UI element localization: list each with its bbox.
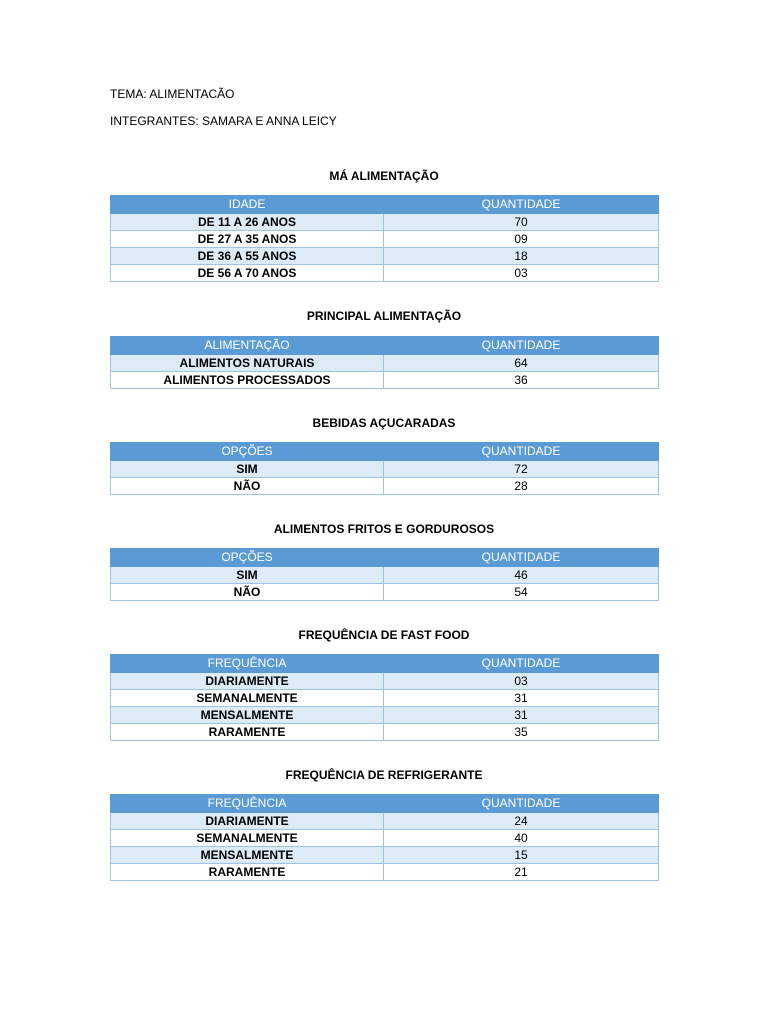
table-row	[111, 690, 659, 707]
row-value: 72	[384, 461, 659, 478]
table-row	[111, 830, 659, 847]
integrantes-line: INTEGRANTES: SAMARA E ANNA LEICY	[110, 114, 337, 128]
row-label: DE 11 A 26 ANOS	[111, 214, 384, 231]
data-table	[110, 336, 659, 389]
table-row	[111, 584, 659, 601]
row-value: 31	[384, 690, 659, 707]
column-header: QUANTIDADE	[384, 655, 659, 673]
section-title: FREQUÊNCIA DE REFRIGERANTE	[285, 768, 483, 782]
row-value: 09	[384, 231, 659, 248]
row-value: 24	[384, 813, 659, 830]
data-table	[110, 442, 659, 495]
row-label: NÃO	[111, 478, 384, 495]
row-value: 03	[384, 265, 659, 282]
data-table	[110, 654, 659, 741]
row-label: ALIMENTOS NATURAIS	[111, 355, 384, 372]
column-header: QUANTIDADE	[384, 337, 659, 355]
row-label: DE 56 A 70 ANOS	[111, 265, 384, 282]
table-row	[111, 478, 659, 495]
table-header-row	[111, 196, 659, 214]
row-label: SIM	[111, 461, 384, 478]
table-row	[111, 214, 659, 231]
table-row	[111, 813, 659, 830]
section-title: ALIMENTOS FRITOS E GORDUROSOS	[273, 522, 495, 536]
table-header-row	[111, 655, 659, 673]
table-header-row	[111, 795, 659, 813]
section-refrigerante	[110, 767, 658, 879]
row-value: 03	[384, 673, 659, 690]
row-value: 15	[384, 847, 659, 864]
row-value: 64	[384, 355, 659, 372]
table-row	[111, 847, 659, 864]
table-row	[111, 372, 659, 389]
section-bebidas-acucaradas	[110, 415, 658, 493]
table-row	[111, 707, 659, 724]
row-value: 46	[384, 567, 659, 584]
column-header: QUANTIDADE	[384, 795, 659, 813]
section-title: BEBIDAS AÇUCARADAS	[312, 416, 456, 430]
row-label: DE 27 A 35 ANOS	[111, 231, 384, 248]
section-title: PRINCIPAL ALIMENTAÇÃO	[306, 309, 462, 323]
section-title: FREQUÊNCIA DE FAST FOOD	[298, 628, 470, 642]
table-row	[111, 673, 659, 690]
row-label: SEMANALMENTE	[111, 830, 384, 847]
section-principal-alimentacao	[110, 308, 658, 387]
table-row	[111, 231, 659, 248]
tema-line: TEMA: ALIMENTACÃO	[110, 87, 235, 101]
table-header-row	[111, 549, 659, 567]
row-label: SEMANALMENTE	[111, 690, 384, 707]
row-label: DIARIAMENTE	[111, 813, 384, 830]
column-header: IDADE	[111, 196, 384, 214]
column-header: ALIMENTAÇÃO	[111, 337, 384, 355]
row-label: RARAMENTE	[111, 724, 384, 741]
row-value: 31	[384, 707, 659, 724]
data-table	[110, 548, 659, 601]
row-label: SIM	[111, 567, 384, 584]
table-header-row	[111, 443, 659, 461]
table-row	[111, 355, 659, 372]
column-header: QUANTIDADE	[384, 196, 659, 214]
row-value: 21	[384, 864, 659, 881]
column-header: OPÇÕES	[111, 443, 384, 461]
row-value: 40	[384, 830, 659, 847]
data-table	[110, 794, 659, 881]
table-header-row	[111, 337, 659, 355]
table-row	[111, 265, 659, 282]
row-label: RARAMENTE	[111, 864, 384, 881]
row-value: 70	[384, 214, 659, 231]
column-header: FREQUÊNCIA	[111, 655, 384, 673]
row-label: NÃO	[111, 584, 384, 601]
section-fast-food	[110, 627, 658, 739]
row-label: MENSALMENTE	[111, 847, 384, 864]
column-header: FREQUÊNCIA	[111, 795, 384, 813]
table-row	[111, 864, 659, 881]
row-value: 28	[384, 478, 659, 495]
row-label: ALIMENTOS PROCESSADOS	[111, 372, 384, 389]
row-value: 54	[384, 584, 659, 601]
table-row	[111, 567, 659, 584]
row-label: MENSALMENTE	[111, 707, 384, 724]
section-ma-alimentacao	[110, 168, 658, 280]
data-table	[110, 195, 659, 282]
table-row	[111, 724, 659, 741]
column-header: QUANTIDADE	[384, 443, 659, 461]
table-row	[111, 461, 659, 478]
row-value: 18	[384, 248, 659, 265]
row-label: DIARIAMENTE	[111, 673, 384, 690]
row-value: 35	[384, 724, 659, 741]
section-title: MÁ ALIMENTAÇÃO	[329, 169, 439, 183]
row-value: 36	[384, 372, 659, 389]
row-label: DE 36 A 55 ANOS	[111, 248, 384, 265]
column-header: OPÇÕES	[111, 549, 384, 567]
column-header: QUANTIDADE	[384, 549, 659, 567]
table-row	[111, 248, 659, 265]
section-alimentos-fritos	[110, 521, 658, 599]
